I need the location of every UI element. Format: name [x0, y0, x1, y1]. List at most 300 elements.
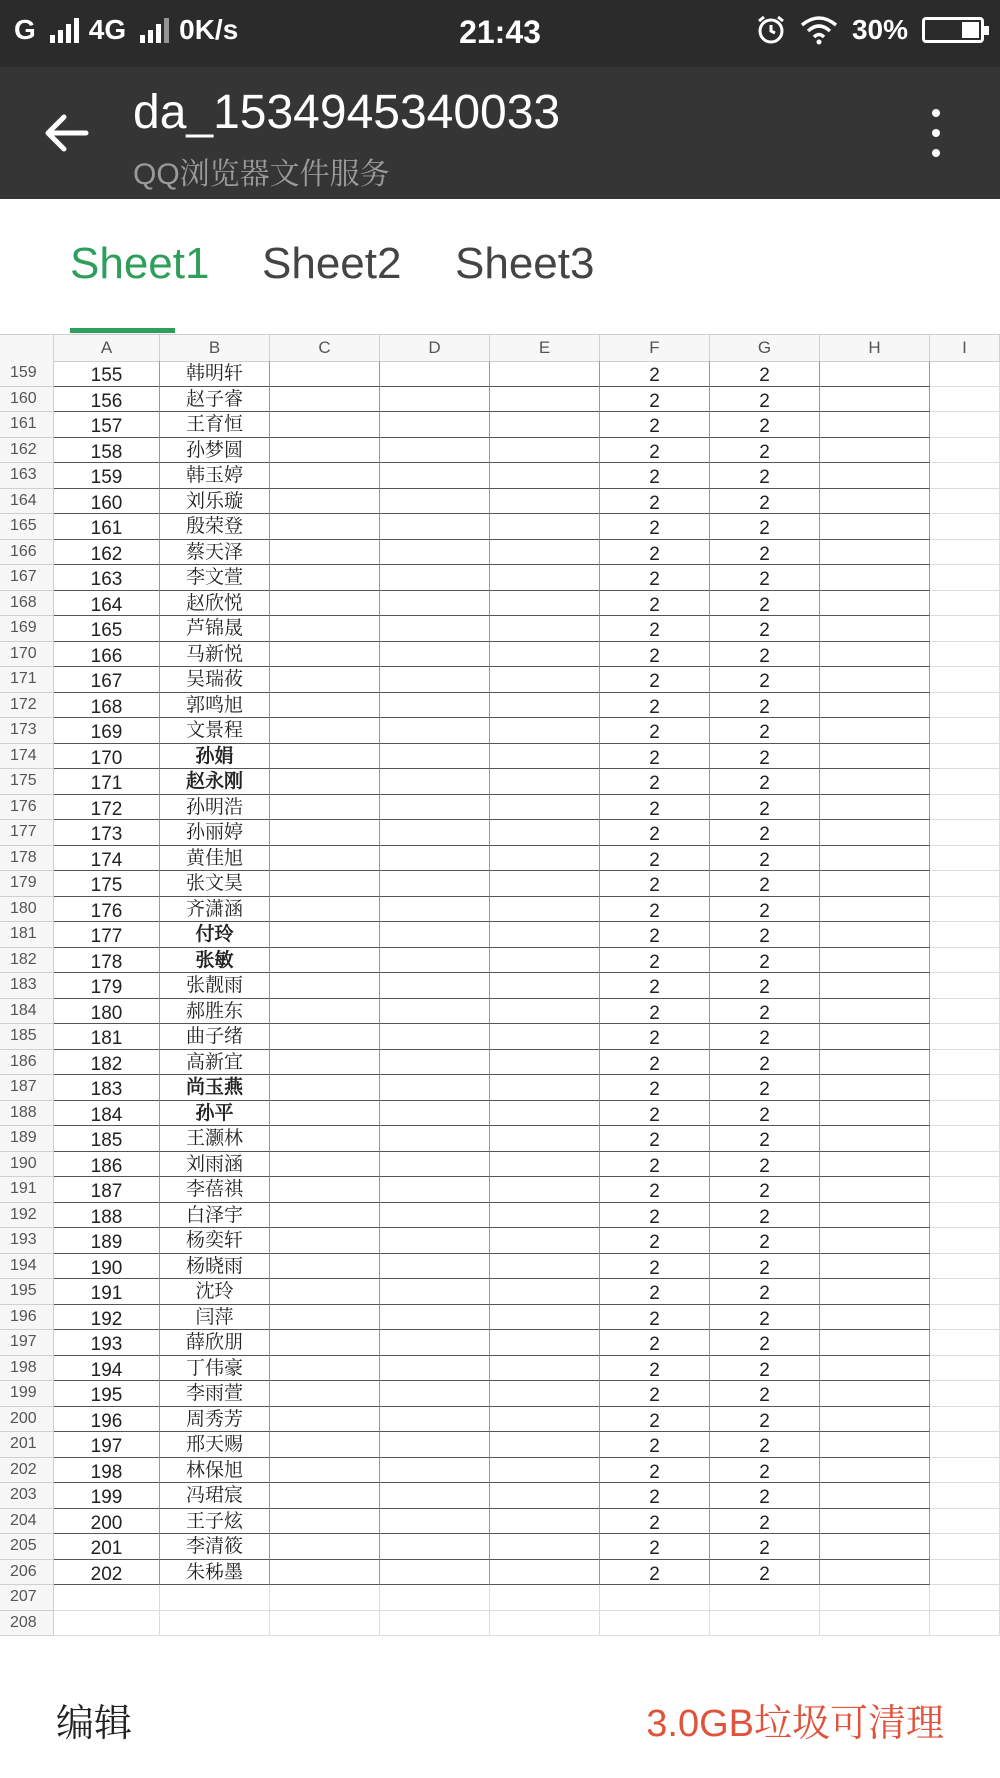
- cell-a[interactable]: 170: [54, 744, 160, 770]
- cell-d[interactable]: [380, 1075, 490, 1101]
- cell-a[interactable]: 174: [54, 846, 160, 872]
- cell-i[interactable]: [930, 1432, 1000, 1458]
- cell-b[interactable]: 丁伟豪: [160, 1356, 270, 1382]
- tab-sheet3[interactable]: Sheet3: [455, 239, 595, 288]
- cell-i[interactable]: [930, 744, 1000, 770]
- cell-h[interactable]: [820, 1101, 930, 1127]
- cell-e[interactable]: [490, 820, 600, 846]
- cell-e[interactable]: [490, 438, 600, 464]
- cell-a[interactable]: 159: [54, 463, 160, 489]
- cell-e[interactable]: [490, 1024, 600, 1050]
- cell-g[interactable]: 2: [710, 565, 820, 591]
- cell-f[interactable]: 2: [600, 463, 710, 489]
- cell-h[interactable]: [820, 973, 930, 999]
- cell-e[interactable]: [490, 1330, 600, 1356]
- cell-b[interactable]: 孙梦圆: [160, 438, 270, 464]
- cell-i[interactable]: [930, 514, 1000, 540]
- cell-b[interactable]: 李文萱: [160, 565, 270, 591]
- cell-g[interactable]: 2: [710, 1152, 820, 1178]
- cell-d[interactable]: [380, 1356, 490, 1382]
- cell-b[interactable]: 孙明浩: [160, 795, 270, 821]
- row-number[interactable]: 183: [0, 973, 54, 999]
- cell-b[interactable]: 刘雨涵: [160, 1152, 270, 1178]
- cell-b[interactable]: 林保旭: [160, 1458, 270, 1484]
- cell-a[interactable]: 199: [54, 1483, 160, 1509]
- cell-i[interactable]: [930, 642, 1000, 668]
- cell-c[interactable]: [270, 565, 380, 591]
- cell-f[interactable]: 2: [600, 616, 710, 642]
- cell-e[interactable]: [490, 540, 600, 566]
- cell-f[interactable]: 2: [600, 1458, 710, 1484]
- cell-a[interactable]: 163: [54, 565, 160, 591]
- cell-d[interactable]: [380, 769, 490, 795]
- cell-b[interactable]: 殷荣登: [160, 514, 270, 540]
- cell-b[interactable]: 赵子睿: [160, 387, 270, 413]
- cell-c[interactable]: [270, 667, 380, 693]
- cell-e[interactable]: [490, 1585, 600, 1611]
- cell-e[interactable]: [490, 1152, 600, 1178]
- cell-g[interactable]: 2: [710, 846, 820, 872]
- cell-g[interactable]: 2: [710, 1483, 820, 1509]
- cell-f[interactable]: 2: [600, 1024, 710, 1050]
- column-header-f[interactable]: F: [600, 335, 710, 361]
- cell-g[interactable]: 2: [710, 1534, 820, 1560]
- cell-i[interactable]: [930, 1254, 1000, 1280]
- cell-g[interactable]: 2: [710, 616, 820, 642]
- cell-c[interactable]: [270, 412, 380, 438]
- cell-e[interactable]: [490, 795, 600, 821]
- row-number[interactable]: 167: [0, 565, 54, 591]
- cell-d[interactable]: [380, 1509, 490, 1535]
- cell-i[interactable]: [930, 973, 1000, 999]
- cell-e[interactable]: [490, 463, 600, 489]
- cell-d[interactable]: [380, 1585, 490, 1611]
- cell-c[interactable]: [270, 897, 380, 923]
- cell-g[interactable]: 2: [710, 1432, 820, 1458]
- cell-i[interactable]: [930, 1228, 1000, 1254]
- cell-a[interactable]: [54, 1585, 160, 1611]
- row-number[interactable]: 172: [0, 693, 54, 719]
- cell-c[interactable]: [270, 1458, 380, 1484]
- cell-f[interactable]: 2: [600, 1356, 710, 1382]
- cell-c[interactable]: [270, 1024, 380, 1050]
- cell-b[interactable]: 杨奕轩: [160, 1228, 270, 1254]
- cell-d[interactable]: [380, 948, 490, 974]
- cell-c[interactable]: [270, 1152, 380, 1178]
- cell-a[interactable]: 182: [54, 1050, 160, 1076]
- cell-i[interactable]: [930, 1024, 1000, 1050]
- cell-i[interactable]: [930, 1126, 1000, 1152]
- cell-f[interactable]: 2: [600, 999, 710, 1025]
- cell-f[interactable]: 2: [600, 489, 710, 515]
- row-number[interactable]: 199: [0, 1381, 54, 1407]
- cell-d[interactable]: [380, 1611, 490, 1637]
- column-header-g[interactable]: G: [710, 335, 820, 361]
- cell-g[interactable]: 2: [710, 1075, 820, 1101]
- cell-a[interactable]: 191: [54, 1279, 160, 1305]
- cell-h[interactable]: [820, 1024, 930, 1050]
- cell-b[interactable]: 韩明轩: [160, 361, 270, 387]
- cell-c[interactable]: [270, 361, 380, 387]
- row-number[interactable]: 173: [0, 718, 54, 744]
- cell-d[interactable]: [380, 1330, 490, 1356]
- cell-f[interactable]: 2: [600, 1177, 710, 1203]
- row-number[interactable]: 170: [0, 642, 54, 668]
- cell-a[interactable]: 193: [54, 1330, 160, 1356]
- cell-h[interactable]: [820, 795, 930, 821]
- cell-h[interactable]: [820, 948, 930, 974]
- cell-h[interactable]: [820, 846, 930, 872]
- cell-a[interactable]: 194: [54, 1356, 160, 1382]
- cell-e[interactable]: [490, 1534, 600, 1560]
- cell-e[interactable]: [490, 1407, 600, 1433]
- cell-i[interactable]: [930, 565, 1000, 591]
- cell-a[interactable]: 165: [54, 616, 160, 642]
- cell-f[interactable]: 2: [600, 1279, 710, 1305]
- cell-a[interactable]: 162: [54, 540, 160, 566]
- cell-g[interactable]: 2: [710, 1228, 820, 1254]
- cell-h[interactable]: [820, 1585, 930, 1611]
- cell-f[interactable]: 2: [600, 514, 710, 540]
- row-number[interactable]: 159: [0, 361, 54, 387]
- cell-c[interactable]: [270, 463, 380, 489]
- cell-e[interactable]: [490, 514, 600, 540]
- row-number[interactable]: 179: [0, 871, 54, 897]
- cell-i[interactable]: [930, 999, 1000, 1025]
- cell-f[interactable]: 2: [600, 1509, 710, 1535]
- cell-e[interactable]: [490, 489, 600, 515]
- cell-b[interactable]: 芦锦晟: [160, 616, 270, 642]
- cell-d[interactable]: [380, 1126, 490, 1152]
- cell-c[interactable]: [270, 1228, 380, 1254]
- cell-e[interactable]: [490, 1126, 600, 1152]
- cell-b[interactable]: 刘乐璇: [160, 489, 270, 515]
- cell-d[interactable]: [380, 565, 490, 591]
- cell-g[interactable]: 2: [710, 693, 820, 719]
- cell-i[interactable]: [930, 438, 1000, 464]
- clean-junk-button[interactable]: 3.0GB垃圾可清理: [646, 1703, 944, 1745]
- cell-h[interactable]: [820, 1152, 930, 1178]
- row-number[interactable]: 206: [0, 1560, 54, 1586]
- cell-g[interactable]: 2: [710, 1203, 820, 1229]
- cell-d[interactable]: [380, 667, 490, 693]
- cell-h[interactable]: [820, 897, 930, 923]
- cell-c[interactable]: [270, 642, 380, 668]
- cell-d[interactable]: [380, 1279, 490, 1305]
- row-number[interactable]: 187: [0, 1075, 54, 1101]
- cell-c[interactable]: [270, 948, 380, 974]
- cell-f[interactable]: 2: [600, 769, 710, 795]
- row-number[interactable]: 190: [0, 1152, 54, 1178]
- cell-e[interactable]: [490, 922, 600, 948]
- cell-f[interactable]: 2: [600, 1075, 710, 1101]
- cell-a[interactable]: 196: [54, 1407, 160, 1433]
- cell-a[interactable]: 157: [54, 412, 160, 438]
- cell-d[interactable]: [380, 1050, 490, 1076]
- cell-b[interactable]: 王育恒: [160, 412, 270, 438]
- cell-e[interactable]: [490, 1177, 600, 1203]
- cell-e[interactable]: [490, 412, 600, 438]
- cell-f[interactable]: 2: [600, 1203, 710, 1229]
- cell-i[interactable]: [930, 1075, 1000, 1101]
- cell-a[interactable]: 197: [54, 1432, 160, 1458]
- cell-b[interactable]: [160, 1611, 270, 1637]
- overflow-menu-icon[interactable]: [932, 109, 944, 159]
- cell-g[interactable]: 2: [710, 871, 820, 897]
- cell-c[interactable]: [270, 693, 380, 719]
- cell-b[interactable]: 张文昊: [160, 871, 270, 897]
- cell-i[interactable]: [930, 795, 1000, 821]
- cell-h[interactable]: [820, 693, 930, 719]
- cell-g[interactable]: 2: [710, 1305, 820, 1331]
- cell-b[interactable]: 高新宜: [160, 1050, 270, 1076]
- cell-g[interactable]: 2: [710, 1458, 820, 1484]
- row-number[interactable]: 207: [0, 1585, 54, 1611]
- cell-b[interactable]: 沈玲: [160, 1279, 270, 1305]
- tab-sheet2[interactable]: Sheet2: [262, 239, 402, 288]
- cell-g[interactable]: 2: [710, 1407, 820, 1433]
- cell-d[interactable]: [380, 1407, 490, 1433]
- cell-e[interactable]: [490, 846, 600, 872]
- cell-b[interactable]: 杨晓雨: [160, 1254, 270, 1280]
- cell-d[interactable]: [380, 1483, 490, 1509]
- cell-c[interactable]: [270, 1330, 380, 1356]
- row-number[interactable]: 205: [0, 1534, 54, 1560]
- cell-e[interactable]: [490, 1483, 600, 1509]
- cell-i[interactable]: [930, 1458, 1000, 1484]
- cell-a[interactable]: 180: [54, 999, 160, 1025]
- cell-a[interactable]: 177: [54, 922, 160, 948]
- cell-h[interactable]: [820, 922, 930, 948]
- row-number[interactable]: 204: [0, 1509, 54, 1535]
- row-number[interactable]: 161: [0, 412, 54, 438]
- cell-f[interactable]: 2: [600, 540, 710, 566]
- row-number[interactable]: 203: [0, 1483, 54, 1509]
- cell-d[interactable]: [380, 1305, 490, 1331]
- row-number[interactable]: 169: [0, 616, 54, 642]
- row-number[interactable]: 163: [0, 463, 54, 489]
- cell-g[interactable]: 2: [710, 718, 820, 744]
- cell-e[interactable]: [490, 591, 600, 617]
- cell-f[interactable]: 2: [600, 1534, 710, 1560]
- cell-f[interactable]: 2: [600, 1560, 710, 1586]
- cell-c[interactable]: [270, 973, 380, 999]
- cell-f[interactable]: 2: [600, 387, 710, 413]
- cell-e[interactable]: [490, 871, 600, 897]
- cell-c[interactable]: [270, 1050, 380, 1076]
- cell-f[interactable]: 2: [600, 820, 710, 846]
- cell-e[interactable]: [490, 693, 600, 719]
- row-number[interactable]: 180: [0, 897, 54, 923]
- cell-a[interactable]: 171: [54, 769, 160, 795]
- cell-f[interactable]: 2: [600, 412, 710, 438]
- cell-d[interactable]: [380, 1152, 490, 1178]
- cell-c[interactable]: [270, 438, 380, 464]
- cell-g[interactable]: 2: [710, 463, 820, 489]
- back-arrow-icon[interactable]: [40, 107, 92, 159]
- cell-f[interactable]: 2: [600, 871, 710, 897]
- cell-c[interactable]: [270, 744, 380, 770]
- cell-a[interactable]: 178: [54, 948, 160, 974]
- cell-d[interactable]: [380, 1432, 490, 1458]
- row-number[interactable]: 189: [0, 1126, 54, 1152]
- cell-a[interactable]: 195: [54, 1381, 160, 1407]
- cell-f[interactable]: 2: [600, 1050, 710, 1076]
- cell-f[interactable]: 2: [600, 948, 710, 974]
- cell-f[interactable]: 2: [600, 795, 710, 821]
- cell-b[interactable]: 张靓雨: [160, 973, 270, 999]
- cell-b[interactable]: 曲子绪: [160, 1024, 270, 1050]
- cell-b[interactable]: 赵欣悦: [160, 591, 270, 617]
- cell-b[interactable]: 赵永刚: [160, 769, 270, 795]
- cell-i[interactable]: [930, 1152, 1000, 1178]
- row-number[interactable]: 186: [0, 1050, 54, 1076]
- cell-i[interactable]: [930, 387, 1000, 413]
- corner-cell[interactable]: [0, 335, 54, 361]
- row-number[interactable]: 182: [0, 948, 54, 974]
- cell-e[interactable]: [490, 387, 600, 413]
- cell-c[interactable]: [270, 846, 380, 872]
- column-header-b[interactable]: B: [160, 335, 270, 361]
- cell-h[interactable]: [820, 1279, 930, 1305]
- cell-g[interactable]: 2: [710, 387, 820, 413]
- cell-a[interactable]: 176: [54, 897, 160, 923]
- row-number[interactable]: 168: [0, 591, 54, 617]
- row-number[interactable]: 165: [0, 514, 54, 540]
- row-number[interactable]: 198: [0, 1356, 54, 1382]
- cell-i[interactable]: [930, 616, 1000, 642]
- cell-c[interactable]: [270, 387, 380, 413]
- row-number[interactable]: 194: [0, 1254, 54, 1280]
- row-number[interactable]: 192: [0, 1203, 54, 1229]
- cell-b[interactable]: 郭鸣旭: [160, 693, 270, 719]
- cell-f[interactable]: 2: [600, 1330, 710, 1356]
- cell-h[interactable]: [820, 667, 930, 693]
- cell-b[interactable]: 薛欣朋: [160, 1330, 270, 1356]
- cell-g[interactable]: 2: [710, 412, 820, 438]
- cell-b[interactable]: 蔡天泽: [160, 540, 270, 566]
- cell-f[interactable]: 2: [600, 1126, 710, 1152]
- cell-h[interactable]: [820, 438, 930, 464]
- cell-b[interactable]: 付玲: [160, 922, 270, 948]
- cell-i[interactable]: [930, 1305, 1000, 1331]
- cell-h[interactable]: [820, 1356, 930, 1382]
- cell-b[interactable]: 韩玉婷: [160, 463, 270, 489]
- cell-f[interactable]: 2: [600, 897, 710, 923]
- cell-h[interactable]: [820, 1534, 930, 1560]
- cell-c[interactable]: [270, 795, 380, 821]
- cell-i[interactable]: [930, 1509, 1000, 1535]
- cell-a[interactable]: 160: [54, 489, 160, 515]
- cell-b[interactable]: 黄佳旭: [160, 846, 270, 872]
- cell-d[interactable]: [380, 1534, 490, 1560]
- cell-b[interactable]: 孙娟: [160, 744, 270, 770]
- cell-b[interactable]: 孙丽婷: [160, 820, 270, 846]
- cell-f[interactable]: 2: [600, 744, 710, 770]
- cell-i[interactable]: [930, 1611, 1000, 1637]
- cell-i[interactable]: [930, 489, 1000, 515]
- cell-d[interactable]: [380, 1228, 490, 1254]
- cell-d[interactable]: [380, 1177, 490, 1203]
- cell-b[interactable]: 吴瑞莜: [160, 667, 270, 693]
- cell-e[interactable]: [490, 744, 600, 770]
- cell-b[interactable]: 郝胜东: [160, 999, 270, 1025]
- cell-i[interactable]: [930, 1483, 1000, 1509]
- cell-c[interactable]: [270, 1203, 380, 1229]
- cell-a[interactable]: 186: [54, 1152, 160, 1178]
- cell-a[interactable]: 164: [54, 591, 160, 617]
- cell-e[interactable]: [490, 565, 600, 591]
- cell-h[interactable]: [820, 1381, 930, 1407]
- cell-g[interactable]: 2: [710, 1356, 820, 1382]
- cell-b[interactable]: 孙平: [160, 1101, 270, 1127]
- cell-b[interactable]: 李清筱: [160, 1534, 270, 1560]
- cell-i[interactable]: [930, 667, 1000, 693]
- column-header-h[interactable]: H: [820, 335, 930, 361]
- cell-c[interactable]: [270, 871, 380, 897]
- row-number[interactable]: 202: [0, 1458, 54, 1484]
- cell-d[interactable]: [380, 514, 490, 540]
- cell-c[interactable]: [270, 1560, 380, 1586]
- cell-i[interactable]: [930, 1381, 1000, 1407]
- cell-h[interactable]: [820, 591, 930, 617]
- cell-b[interactable]: 李雨萱: [160, 1381, 270, 1407]
- cell-g[interactable]: 2: [710, 769, 820, 795]
- row-number[interactable]: 193: [0, 1228, 54, 1254]
- cell-a[interactable]: 190: [54, 1254, 160, 1280]
- cell-h[interactable]: [820, 1509, 930, 1535]
- cell-a[interactable]: 156: [54, 387, 160, 413]
- cell-b[interactable]: 王子炫: [160, 1509, 270, 1535]
- column-header-c[interactable]: C: [270, 335, 380, 361]
- cell-f[interactable]: 2: [600, 1228, 710, 1254]
- tab-sheet1[interactable]: Sheet1: [70, 239, 210, 288]
- cell-f[interactable]: 2: [600, 973, 710, 999]
- cell-h[interactable]: [820, 489, 930, 515]
- cell-g[interactable]: 2: [710, 795, 820, 821]
- cell-f[interactable]: 2: [600, 1152, 710, 1178]
- cell-h[interactable]: [820, 1126, 930, 1152]
- cell-h[interactable]: [820, 1458, 930, 1484]
- row-number[interactable]: 177: [0, 820, 54, 846]
- cell-i[interactable]: [930, 1585, 1000, 1611]
- cell-f[interactable]: 2: [600, 846, 710, 872]
- cell-f[interactable]: 2: [600, 642, 710, 668]
- cell-h[interactable]: [820, 1611, 930, 1637]
- cell-b[interactable]: 邢天赐: [160, 1432, 270, 1458]
- row-number[interactable]: 162: [0, 438, 54, 464]
- cell-a[interactable]: 161: [54, 514, 160, 540]
- cell-h[interactable]: [820, 1228, 930, 1254]
- cell-h[interactable]: [820, 718, 930, 744]
- cell-a[interactable]: 175: [54, 871, 160, 897]
- cell-c[interactable]: [270, 1101, 380, 1127]
- cell-a[interactable]: 155: [54, 361, 160, 387]
- cell-e[interactable]: [490, 1228, 600, 1254]
- cell-f[interactable]: 2: [600, 1407, 710, 1433]
- cell-f[interactable]: [600, 1585, 710, 1611]
- cell-c[interactable]: [270, 1381, 380, 1407]
- cell-c[interactable]: [270, 769, 380, 795]
- cell-h[interactable]: [820, 1407, 930, 1433]
- cell-c[interactable]: [270, 616, 380, 642]
- cell-b[interactable]: 朱秭墨: [160, 1560, 270, 1586]
- cell-g[interactable]: 2: [710, 489, 820, 515]
- cell-d[interactable]: [380, 489, 490, 515]
- cell-c[interactable]: [270, 1509, 380, 1535]
- cell-d[interactable]: [380, 1254, 490, 1280]
- cell-e[interactable]: [490, 1381, 600, 1407]
